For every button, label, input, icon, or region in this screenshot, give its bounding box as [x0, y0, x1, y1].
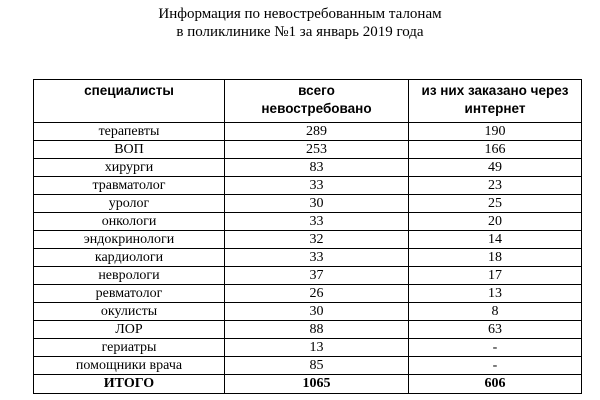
row-total-value: 33: [225, 177, 409, 195]
header-total-line-1: всего: [298, 83, 335, 98]
table-row: [34, 213, 582, 231]
title-line-1: Информация по невостребованным талонам: [158, 6, 442, 22]
row-specialist-name: ревматолог: [34, 285, 225, 303]
row-total-value: 33: [225, 213, 409, 231]
row-specialist-name: хирурги: [34, 159, 225, 177]
row-total-value: 83: [225, 159, 409, 177]
row-online-value: 8: [409, 303, 582, 321]
header-online-line-2: интернет: [464, 101, 526, 116]
table-row: [34, 285, 582, 303]
row-total-value: 26: [225, 285, 409, 303]
row-online-value: 49: [409, 159, 582, 177]
row-online-value: 17: [409, 267, 582, 285]
table-row: [34, 159, 582, 177]
row-specialist-name: гериатры: [34, 339, 225, 357]
header-total-unclaimed: [225, 80, 409, 123]
row-specialist-name: ВОП: [34, 141, 225, 159]
row-online-value: 190: [409, 123, 582, 141]
row-online-value: 13: [409, 285, 582, 303]
header-total-line-2: невостребовано: [261, 101, 372, 116]
total-online-value: 606: [409, 375, 582, 394]
table-row: [34, 141, 582, 159]
row-total-value: 85: [225, 357, 409, 375]
table-header-row: [34, 80, 582, 123]
row-total-value: 30: [225, 195, 409, 213]
row-specialist-name: ЛОР: [34, 321, 225, 339]
table-row: [34, 303, 582, 321]
header-specialists: [34, 80, 225, 123]
row-total-value: 253: [225, 141, 409, 159]
total-row: [34, 375, 582, 394]
row-specialist-name: терапевты: [34, 123, 225, 141]
table-row: [34, 321, 582, 339]
row-specialist-name: уролог: [34, 195, 225, 213]
row-online-value: -: [409, 339, 582, 357]
header-online-line-1: из них заказано через: [421, 83, 569, 98]
row-total-value: 88: [225, 321, 409, 339]
row-online-value: 14: [409, 231, 582, 249]
row-online-value: 166: [409, 141, 582, 159]
row-specialist-name: окулисты: [34, 303, 225, 321]
row-specialist-name: онкологи: [34, 213, 225, 231]
table-row: [34, 249, 582, 267]
row-total-value: 37: [225, 267, 409, 285]
row-specialist-name: травматолог: [34, 177, 225, 195]
row-specialist-name: неврологи: [34, 267, 225, 285]
table-row: [34, 231, 582, 249]
unclaimed-tickets-table: [33, 79, 582, 394]
title-line-2: в поликлинике №1 за январь 2019 года: [176, 24, 424, 40]
row-online-value: 23: [409, 177, 582, 195]
table-row: [34, 357, 582, 375]
document-title: [0, 5, 600, 41]
table-row: [34, 177, 582, 195]
row-specialist-name: кардиологи: [34, 249, 225, 267]
row-total-value: 30: [225, 303, 409, 321]
total-label: ИТОГО: [34, 375, 225, 394]
table-row: [34, 267, 582, 285]
row-online-value: 25: [409, 195, 582, 213]
row-online-value: 18: [409, 249, 582, 267]
total-unclaimed-value: 1065: [225, 375, 409, 394]
row-online-value: -: [409, 357, 582, 375]
table-row: [34, 123, 582, 141]
table-row: [34, 195, 582, 213]
header-online-ordered: [409, 80, 582, 123]
row-specialist-name: эндокринологи: [34, 231, 225, 249]
row-online-value: 20: [409, 213, 582, 231]
table-row: [34, 339, 582, 357]
row-total-value: 289: [225, 123, 409, 141]
row-total-value: 13: [225, 339, 409, 357]
row-specialist-name: помощники врача: [34, 357, 225, 375]
row-total-value: 32: [225, 231, 409, 249]
row-total-value: 33: [225, 249, 409, 267]
header-specialists-label: специалисты: [84, 83, 174, 98]
row-online-value: 63: [409, 321, 582, 339]
